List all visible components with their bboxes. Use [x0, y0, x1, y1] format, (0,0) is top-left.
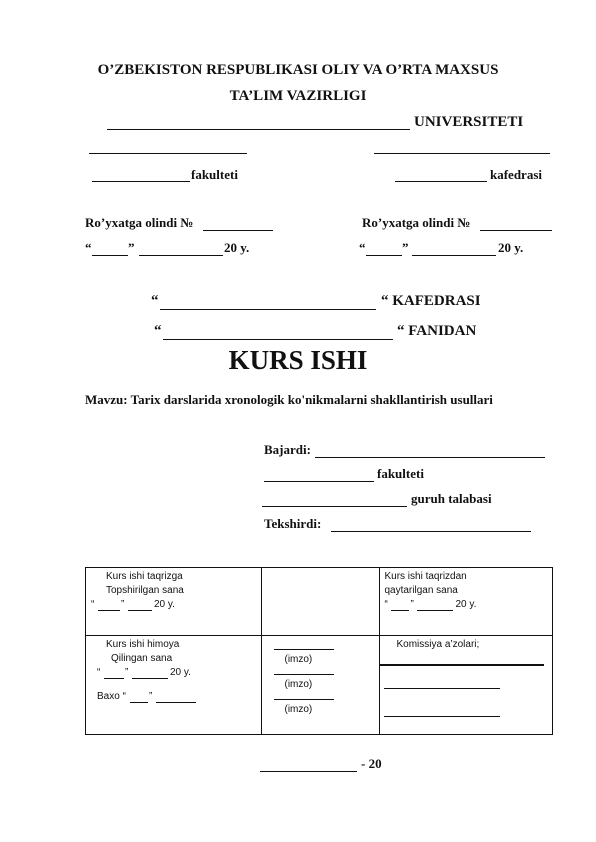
footer-year: - 20: [361, 756, 382, 771]
submission-date-close: ”: [121, 599, 125, 610]
registration-month-blank-left: [139, 255, 223, 256]
document-title: KURS ISHI: [228, 345, 368, 375]
registration-year-right: 20 y.: [498, 240, 524, 255]
signature-cell: [262, 636, 380, 735]
submission-cell: [86, 568, 262, 636]
ministry-line-2: TA’LIM VAZIRLIGI: [229, 88, 367, 104]
author-group-suffix: guruh talabasi: [411, 491, 492, 506]
registration-year-left: 20 y.: [224, 240, 250, 255]
signature-label-2: (imzo): [284, 679, 313, 690]
registration-number-blank-left: [203, 230, 273, 231]
bajardi-label: Bajardi:: [264, 442, 311, 457]
grade-close: ”: [149, 691, 153, 702]
tekshirdi-label: Tekshirdi:: [264, 516, 322, 531]
return-label-1: Kurs ishi taqrizdan: [384, 571, 467, 582]
commission-line-3: [384, 716, 500, 717]
kafedra-blank: [160, 309, 376, 310]
fan-blank: [163, 339, 393, 340]
defense-label-2: Qilingan sana: [111, 653, 173, 664]
submission-label-2: Topshirilgan sana: [106, 585, 184, 596]
tekshirdi-blank: [331, 531, 531, 532]
registration-day-blank-left: [92, 255, 128, 256]
signature-line-2: [274, 674, 334, 675]
return-year: 20 y.: [455, 599, 477, 610]
registration-label-right: Ro’yxatga olindi №: [362, 215, 471, 230]
registration-date-close-right: ”: [402, 240, 409, 255]
middle-top-cell: [262, 568, 380, 636]
grade-blank: [130, 702, 148, 703]
return-label-2: qaytarilgan sana: [384, 585, 458, 596]
review-table: [85, 567, 553, 735]
defense-cell: [86, 636, 262, 735]
department-suffix: kafedrasi: [490, 167, 542, 182]
bajardi-blank: [315, 457, 545, 458]
defense-label-1: Kurs ishi himoya: [106, 639, 180, 650]
defense-date-close: ”: [125, 667, 129, 678]
commission-line-2: [384, 688, 500, 689]
kafedra-open-quote: “: [151, 293, 159, 309]
faculty-blank: [92, 181, 190, 182]
university-suffix: UNIVERSITETI: [414, 114, 524, 130]
registration-day-blank-right: [366, 255, 402, 256]
grade-text-blank: [156, 702, 196, 703]
defense-date-open: “: [97, 667, 101, 678]
author-group-blank: [262, 506, 407, 507]
submission-month-blank: [128, 610, 152, 611]
registration-number-blank-right: [480, 230, 552, 231]
department-blank-top: [374, 153, 550, 154]
return-date-close: ”: [410, 599, 414, 610]
grade-label: Baxo “: [97, 691, 126, 702]
submission-day-blank: [98, 610, 120, 611]
faculty-suffix: fakulteti: [191, 167, 238, 182]
author-faculty-blank: [264, 481, 374, 482]
submission-date-open: “: [91, 599, 95, 610]
registration-month-blank-right: [412, 255, 496, 256]
commission-line-1: [380, 664, 544, 666]
submission-label-1: Kurs ishi taqrizga: [106, 571, 183, 582]
commission-cell: [380, 636, 553, 735]
return-day-blank: [391, 610, 409, 611]
topic-line: Mavzu: Tarix darslarida xronologik ko'nikmalarni shakllantirish usullari: [85, 392, 493, 407]
faculty-blank-top: [89, 153, 247, 154]
author-faculty-suffix: fakulteti: [377, 466, 424, 481]
return-month-blank: [417, 610, 453, 611]
signature-label-1: (imzo): [284, 654, 313, 665]
footer-city-blank: [260, 771, 357, 772]
return-cell: [380, 568, 553, 636]
registration-date-open-right: “: [359, 240, 366, 255]
signature-line-3: [274, 699, 334, 700]
defense-month-blank: [132, 678, 168, 679]
fan-open-quote: “: [154, 323, 162, 339]
commission-label: Komissiya a’zolari;: [396, 639, 480, 650]
fan-suffix: “ FANIDAN: [397, 323, 477, 339]
signature-label-3: (imzo): [284, 704, 313, 715]
defense-year: 20 y.: [170, 667, 191, 678]
department-blank: [395, 181, 487, 182]
registration-date-open-left: “: [85, 240, 92, 255]
return-date-open: “: [384, 599, 388, 610]
registration-date-close-left: ”: [128, 240, 135, 255]
kafedra-suffix: “ KAFEDRASI: [381, 293, 481, 309]
university-blank: [107, 129, 410, 130]
ministry-line-1: O’ZBEKISTON RESPUBLIKASI OLIY VA O’RTA MAXSUS: [97, 62, 499, 78]
submission-year: 20 y.: [154, 599, 175, 610]
signature-line-1: [274, 649, 334, 650]
defense-day-blank: [104, 678, 124, 679]
registration-label-left: Ro’yxatga olindi №: [85, 215, 194, 230]
